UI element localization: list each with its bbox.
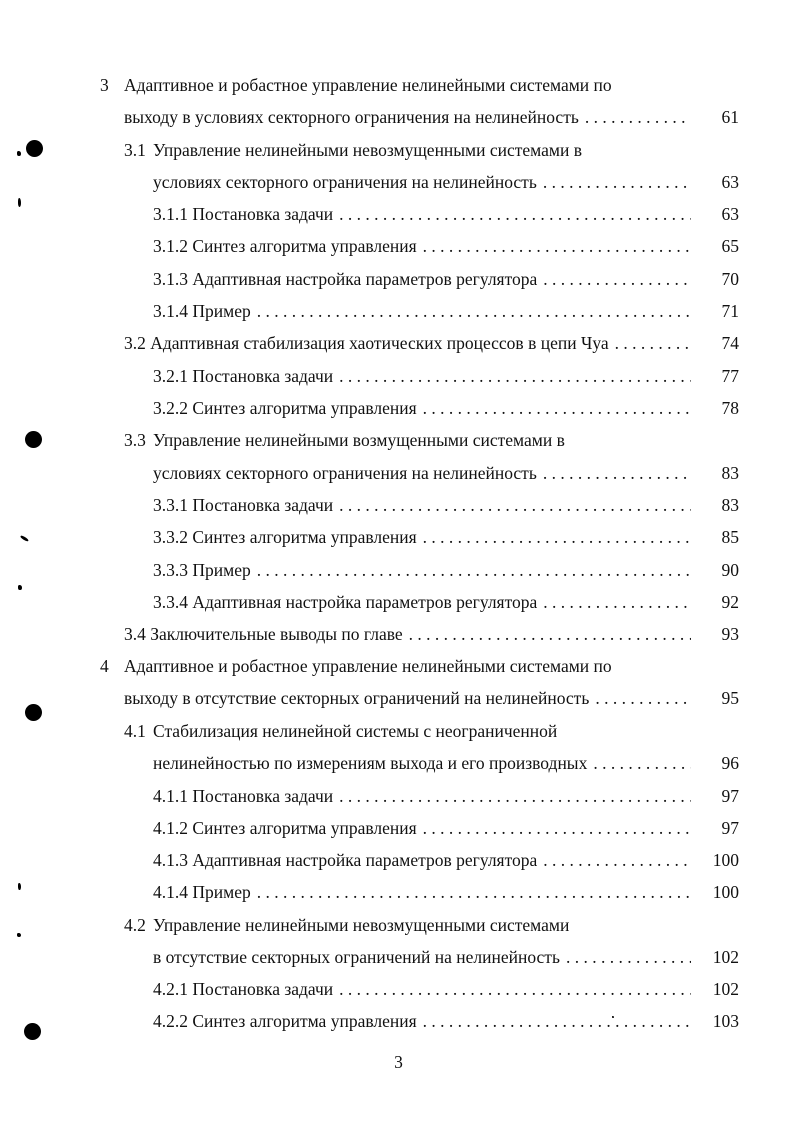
- toc-entry-4-1-3: [0, 845, 797, 875]
- toc-page-number: 93: [721, 624, 739, 644]
- toc-entry-number: 3.1.1: [153, 204, 188, 224]
- toc-leader: [257, 555, 691, 585]
- toc-leader: [543, 458, 691, 488]
- toc-page-number: 70: [721, 269, 739, 289]
- toc-entry-title: Адаптивная настройка параметров регулятора: [192, 269, 538, 289]
- toc-entry-number: 3.2: [124, 333, 146, 353]
- punch-hole: [25, 704, 42, 721]
- toc-entry-title: Пример: [192, 882, 251, 902]
- toc-leader: [595, 683, 691, 713]
- toc-entry-number: 3.1: [124, 140, 146, 160]
- toc-entry-4-1: [0, 716, 797, 746]
- toc-entry-number: 3.4: [124, 624, 146, 644]
- toc-leader: [339, 490, 691, 520]
- toc-entry-number: 3.3.4: [153, 592, 188, 612]
- toc-entry-3-4: [0, 619, 797, 649]
- page-number: 3: [394, 1052, 403, 1072]
- toc-leader: [543, 167, 691, 197]
- toc-leader: [543, 264, 691, 294]
- toc-entry-3-1-cont: [0, 167, 797, 197]
- toc-entry-title: Заключительные выводы по главе: [150, 624, 403, 644]
- toc-entry-title: выходу в условиях секторного ограничения на нелинейность: [124, 107, 579, 127]
- toc-entry-number: 3.1.4: [153, 301, 188, 321]
- scan-speck: [612, 1016, 614, 1018]
- toc-page-number: 78: [721, 398, 739, 418]
- toc-entry-3: [0, 70, 797, 100]
- toc-entry-3-1-2: [0, 231, 797, 261]
- toc-leader: [566, 942, 691, 972]
- toc-entry-number: 4.2.2: [153, 1011, 188, 1031]
- toc-entry-number: 3.3.1: [153, 495, 188, 515]
- toc-page-number: 65: [721, 236, 739, 256]
- toc-page-number: 77: [721, 366, 739, 386]
- toc-leader: [585, 102, 691, 132]
- toc-entry-number: 3.1.3: [153, 269, 188, 289]
- toc-entry-number: 4.2.1: [153, 979, 188, 999]
- toc-entry-number: 4.1.3: [153, 850, 188, 870]
- toc-page-number: 61: [721, 107, 739, 127]
- toc-entry-number: 3.3.2: [153, 527, 188, 547]
- toc-entry-title: в отсутствие секторных ограничений на нелинейность: [153, 947, 560, 967]
- toc-page-number: 85: [721, 527, 739, 547]
- toc-page-number: 102: [712, 979, 739, 999]
- scan-speck: [18, 883, 21, 890]
- scan-speck: [17, 933, 21, 937]
- toc-entry-number: 4.1.2: [153, 818, 188, 838]
- toc-entry-3-1-3: [0, 264, 797, 294]
- toc-leader: [409, 619, 691, 649]
- toc-entry-title: Управление нелинейными невозмущенными системами в: [153, 140, 582, 160]
- toc-page-number: 97: [721, 786, 739, 806]
- toc-entry-title: Постановка задачи: [192, 786, 334, 806]
- toc-entry-3-3: [0, 425, 797, 455]
- toc-page-number: 100: [712, 850, 739, 870]
- toc-entry-4-1-4: [0, 877, 797, 907]
- toc-entry-title: Управление нелинейными возмущенными системами в: [153, 430, 565, 450]
- toc-entry-number: 3.2.2: [153, 398, 188, 418]
- toc-entry-3-1: [0, 135, 797, 165]
- toc-entry-3-3-1: [0, 490, 797, 520]
- punch-hole: [24, 1023, 41, 1040]
- toc-entry-number: 4.1.4: [153, 882, 188, 902]
- toc-entry-title: Постановка задачи: [192, 204, 334, 224]
- toc-entry-number: 3.3.3: [153, 560, 188, 580]
- toc-entry-4: [0, 651, 797, 681]
- toc-page-number: 92: [721, 592, 739, 612]
- toc-leader: [543, 845, 691, 875]
- toc-page-number: 63: [721, 204, 739, 224]
- punch-hole: [25, 431, 42, 448]
- toc-entry-title: Постановка задачи: [192, 366, 334, 386]
- toc-leader: [593, 748, 691, 778]
- toc-page-number: 90: [721, 560, 739, 580]
- toc-entry-number: 3.2.1: [153, 366, 188, 386]
- toc-entry-number: 4.1.1: [153, 786, 188, 806]
- toc-entry-3-1-4: [0, 296, 797, 326]
- toc-entry-title: Адаптивная настройка параметров регулятора: [192, 592, 538, 612]
- scan-speck: [18, 198, 21, 207]
- toc-leader: [543, 587, 691, 617]
- toc-page-number: 63: [721, 172, 739, 192]
- toc-entry-title: Синтез алгоритма управления: [192, 527, 417, 547]
- toc-entry-title: Пример: [192, 301, 251, 321]
- toc-entry-3-3-2: [0, 522, 797, 552]
- toc-entry-title: Адаптивная настройка параметров регулятора: [192, 850, 538, 870]
- toc-entry-title: Синтез алгоритма управления: [192, 398, 417, 418]
- toc-leader: [423, 1006, 691, 1036]
- toc-leader: [615, 328, 691, 358]
- toc-entry-3-3-3: [0, 555, 797, 585]
- toc-entry-4-2-2: [0, 1006, 797, 1036]
- toc-entry-title: условиях секторного ограничения на нелинейность: [153, 463, 537, 483]
- toc-entry-title: Пример: [192, 560, 251, 580]
- toc-page-number: 83: [721, 495, 739, 515]
- toc-entry-4-2-cont: [0, 942, 797, 972]
- toc-entry-title: Постановка задачи: [192, 495, 334, 515]
- toc-page-number: 95: [721, 688, 739, 708]
- toc-entry-4-1-1: [0, 781, 797, 811]
- toc-entry-title: Адаптивная стабилизация хаотических процессов в цепи Чуа: [150, 333, 609, 353]
- scan-speck: [17, 151, 21, 156]
- toc-entry-number: 3.1.2: [153, 236, 188, 256]
- toc-entry-3-2-2: [0, 393, 797, 423]
- scan-speck: [18, 585, 22, 590]
- toc-entry-title: Постановка задачи: [192, 979, 334, 999]
- toc-entry-4-cont: [0, 683, 797, 713]
- toc-leader: [423, 393, 691, 423]
- punch-hole: [26, 140, 43, 157]
- toc-page-number: 74: [721, 333, 739, 353]
- toc-entry-3-2: [0, 328, 797, 358]
- toc-entry-number: 4: [100, 656, 109, 676]
- toc-entry-number: 3: [100, 75, 109, 95]
- toc-entry-3-3-cont: [0, 458, 797, 488]
- toc-leader: [339, 974, 691, 1004]
- toc-entry-title: Адаптивное и робастное управление нелинейными системами по: [124, 75, 612, 95]
- toc-page-number: 71: [721, 301, 739, 321]
- toc-entry-number: 4.2: [124, 915, 146, 935]
- toc-entry-3-1-1: [0, 199, 797, 229]
- toc-leader: [339, 199, 691, 229]
- toc-page-number: 96: [721, 753, 739, 773]
- toc-entry-title: условиях секторного ограничения на нелинейность: [153, 172, 537, 192]
- toc-leader: [257, 296, 691, 326]
- toc-entry-title: Управление нелинейными невозмущенными системами: [153, 915, 570, 935]
- toc-entry-title: Синтез алгоритма управления: [192, 818, 417, 838]
- toc-entry-title: Адаптивное и робастное управление нелинейными системами по: [124, 656, 612, 676]
- toc-entry-number: 3.3: [124, 430, 146, 450]
- toc-entry-4-2: [0, 910, 797, 940]
- toc-leader: [423, 813, 691, 843]
- toc-entry-4-1-cont: [0, 748, 797, 778]
- toc-entry-3-2-1: [0, 361, 797, 391]
- toc-page-number: 100: [712, 882, 739, 902]
- toc-entry-title: выходу в отсутствие секторных ограничений на нелинейность: [124, 688, 590, 708]
- toc-entry-4-2-1: [0, 974, 797, 1004]
- toc-entry-number: 4.1: [124, 721, 146, 741]
- toc-entry-3-3-4: [0, 587, 797, 617]
- toc-page-number: 97: [721, 818, 739, 838]
- toc-leader: [257, 877, 691, 907]
- toc-entry-title: Синтез алгоритма управления: [192, 1011, 417, 1031]
- toc-entry-3-cont: [0, 102, 797, 132]
- toc-page-number: 102: [712, 947, 739, 967]
- toc-entry-4-1-2: [0, 813, 797, 843]
- toc-page-number: 103: [712, 1011, 739, 1031]
- toc-entry-title: Стабилизация нелинейной системы с неограниченной: [153, 721, 558, 741]
- toc-leader: [339, 781, 691, 811]
- toc-leader: [423, 231, 691, 261]
- toc-leader: [339, 361, 691, 391]
- toc-page-number: 83: [721, 463, 739, 483]
- toc-leader: [423, 522, 691, 552]
- toc-entry-title: Синтез алгоритма управления: [192, 236, 417, 256]
- toc-entry-title: нелинейностью по измерениям выхода и его производных: [153, 753, 588, 773]
